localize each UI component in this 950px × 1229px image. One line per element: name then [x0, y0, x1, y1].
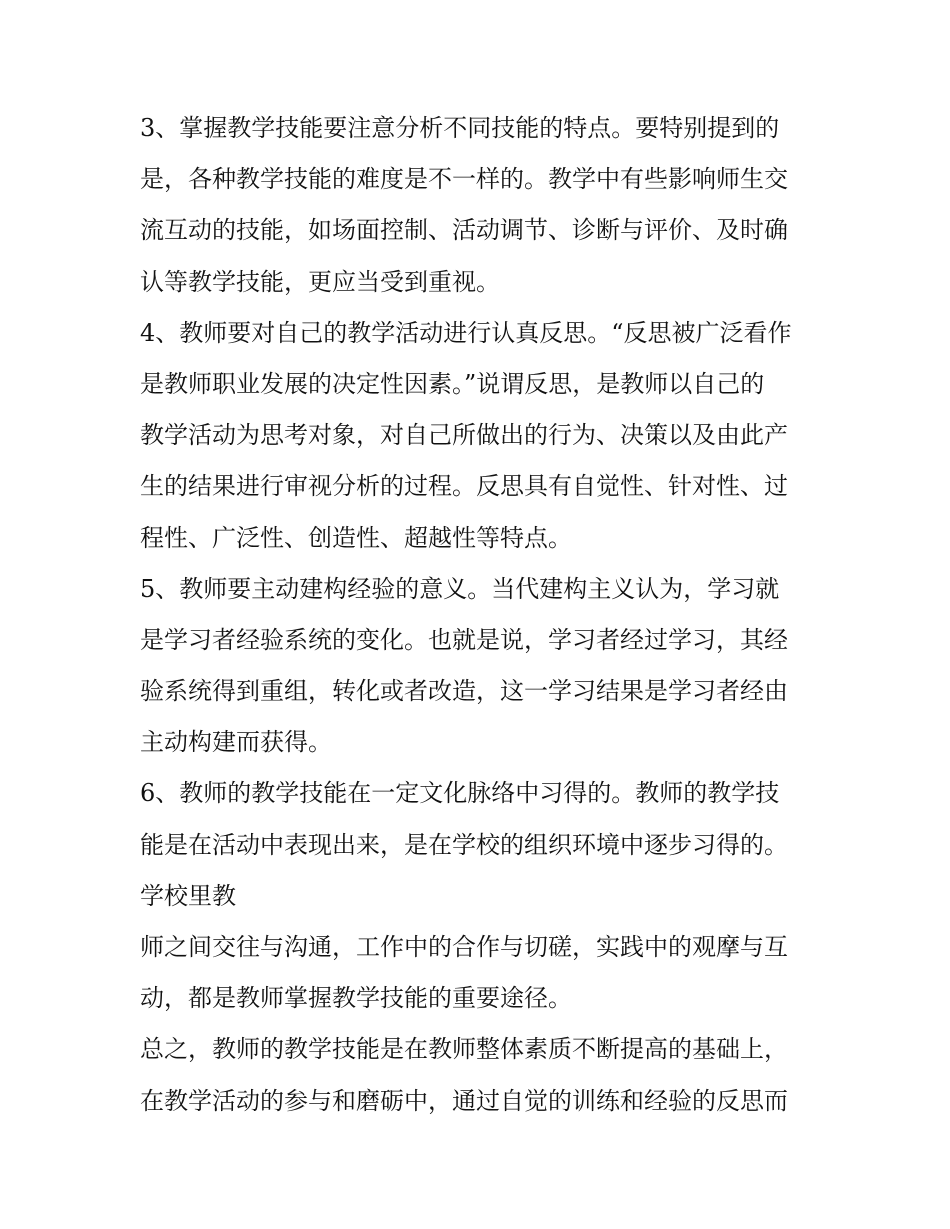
text-line: 3、掌握教学技能要注意分析不同技能的特点。要特别提到的 — [140, 114, 780, 142]
text-line: 是教师职业发展的决定性因素。”说谓反思，是教师以自己的 — [140, 369, 765, 398]
text-line: 认等教学技能，更应当受到重视。 — [140, 267, 500, 296]
body-text — [140, 103, 820, 1127]
text-line: 总之，教师的教学技能是在教师整体素质不断提高的基础上， — [140, 1035, 788, 1064]
text-line: 是，各种教学技能的难度是不一样的。教学中有些影响师生交 — [140, 165, 788, 194]
text-line: 在教学活动的参与和磨砺中，通过自觉的训练和经验的反思而 — [140, 1086, 788, 1115]
text-line: 验系统得到重组，转化或者改造，这一学习结果是学习者经由 — [140, 677, 788, 706]
text-line: 是学习者经验系统的变化。也就是说，学习者经过学习，其经 — [140, 625, 788, 654]
text-line: 6、教师的教学技能在一定文化脉络中习得的。教师的教学技 — [140, 779, 780, 808]
text-line: 学校里教 — [140, 881, 236, 910]
text-line: 主动构建而获得。 — [140, 728, 332, 757]
text-line: 流互动的技能，如场面控制、活动调节、诊断与评价、及时确 — [140, 216, 788, 245]
text-line: 能是在活动中表现出来，是在学校的组织环境中逐步习得的。 — [140, 830, 788, 859]
text-line: 师之间交往与沟通，工作中的合作与切磋，实践中的观摩与互 — [140, 933, 788, 961]
text-line: 5、教师要主动建构经验的意义。当代建构主义认为，学习就 — [140, 574, 780, 603]
text-line: 程性、广泛性、创造性、超越性等特点。 — [140, 523, 572, 552]
text-line: 4、教师要对自己的教学活动进行认真反思。“反思被广泛看作 — [140, 318, 792, 347]
text-line: 生的结果进行审视分析的过程。反思具有自觉性、针对性、过 — [140, 472, 788, 501]
text-line: 教学活动为思考对象，对自己所做出的行为、决策以及由此产 — [140, 421, 788, 450]
text-line: 动，都是教师掌握教学技能的重要途径。 — [140, 984, 572, 1013]
